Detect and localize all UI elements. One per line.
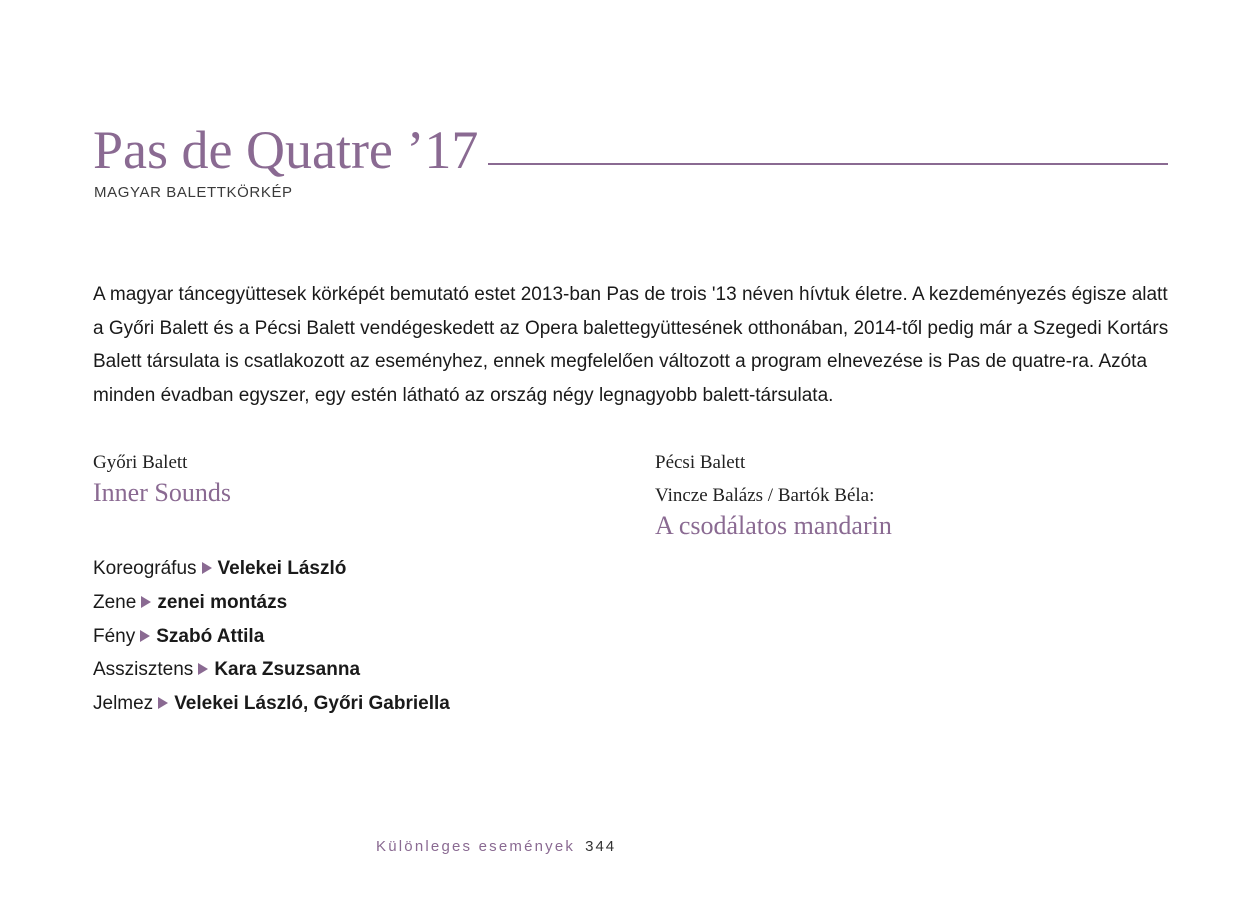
title-rule — [488, 163, 1168, 165]
credit-row — [93, 687, 613, 721]
work-title: Inner Sounds — [93, 478, 231, 507]
credit-name: Velekei László — [217, 558, 347, 579]
credit-name: Velekei László, Győri Gabriella — [174, 693, 450, 715]
intro-paragraph: A magyar táncegyüttesek körképét bemutató estet 2013-ban Pas de trois '13 néven hívtuk életre. A kezdeményezés égisze alatt a Győri Balett és a Pécsi Balett vendégeskedett az Opera balettegyüttesének otthonában, 2014-től pedig már a Szegedi Kortárs Balett társulata is csatlakozott az eseményhez, ennek megfelelően változott a program elnevezése is Pas de quatre-ra. Azóta minden évadban egyszer, egy estén látható az ország négy legnagyobb balett-társulata. — [93, 284, 1169, 406]
credit-row — [93, 653, 613, 687]
page-number: 344 — [585, 838, 617, 855]
credit-row — [93, 586, 613, 620]
credit-name: Kara Zsuzsanna — [214, 659, 361, 681]
credit-role: Zene — [93, 591, 137, 613]
footer-section: Különleges események — [376, 838, 576, 855]
work-authors: Vincze Balázs / Bartók Béla: — [655, 485, 875, 506]
credit-role: Jelmez — [93, 693, 154, 715]
credit-name: zenei montázs — [157, 591, 288, 613]
credit-role: Asszisztens — [93, 659, 194, 681]
page-title: Pas de Quatre ’17 — [93, 120, 479, 180]
play-arrow-icon — [141, 596, 151, 608]
play-arrow-icon — [158, 697, 168, 709]
credit-row — [93, 552, 613, 586]
title-row — [93, 118, 1168, 188]
work-title: A csodálatos mandarin — [655, 511, 892, 540]
credit-role: Fény — [93, 625, 136, 647]
left-column — [93, 450, 613, 721]
credit-role: Koreográfus — [93, 558, 197, 579]
play-arrow-icon — [198, 663, 208, 675]
credits-list — [93, 552, 613, 721]
page-footer — [376, 838, 616, 855]
page-subtitle: MAGYAR BALETTKÖRKÉP — [94, 184, 293, 201]
play-arrow-icon — [140, 630, 150, 642]
play-arrow-icon — [202, 562, 212, 574]
right-column — [655, 450, 1215, 543]
company-name: Győri Balett — [93, 452, 188, 473]
credit-name: Szabó Attila — [156, 625, 265, 647]
credit-row — [93, 620, 613, 654]
company-name: Pécsi Balett — [655, 452, 746, 473]
